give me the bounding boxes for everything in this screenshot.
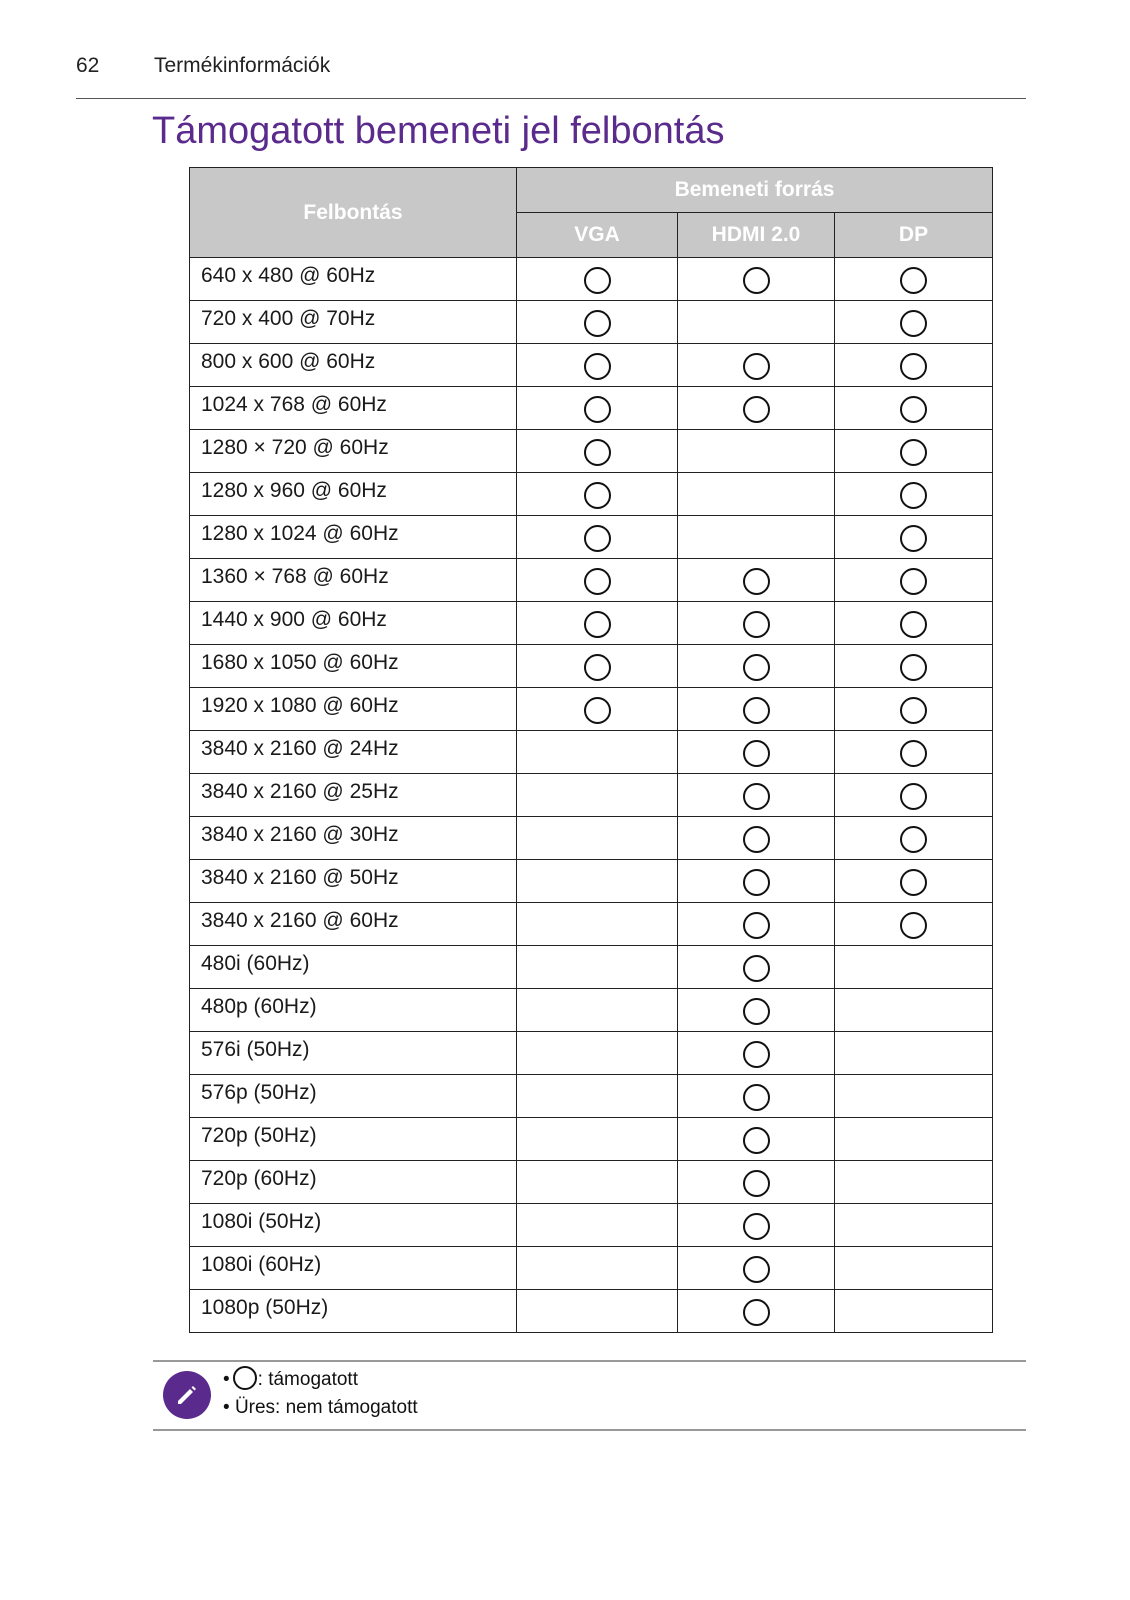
cell-vga: [517, 1290, 678, 1333]
supported-circle-icon: [743, 697, 770, 724]
pencil-icon: [163, 1371, 211, 1419]
cell-hdmi: [678, 473, 835, 516]
cell-dp: [835, 1247, 993, 1290]
bullet: •: [223, 1397, 230, 1418]
cell-vga: [517, 774, 678, 817]
cell-hdmi: [678, 344, 835, 387]
resolution-label: 1280 × 720 @ 60Hz: [190, 430, 517, 473]
cell-vga: [517, 903, 678, 946]
supported-circle-icon: [900, 525, 927, 552]
cell-vga: [517, 301, 678, 344]
cell-dp: [835, 860, 993, 903]
supported-circle-icon: [900, 869, 927, 896]
supported-circle-icon: [584, 396, 611, 423]
cell-vga: [517, 1075, 678, 1118]
supported-circle-icon: [900, 740, 927, 767]
supported-circle-icon: [900, 396, 927, 423]
supported-circle-icon: [743, 611, 770, 638]
resolution-label: 3840 x 2160 @ 30Hz: [190, 817, 517, 860]
resolution-label: 576p (50Hz): [190, 1075, 517, 1118]
resolution-label: 720 x 400 @ 70Hz: [190, 301, 517, 344]
cell-dp: [835, 301, 993, 344]
table-row: [190, 516, 993, 559]
table-body: [190, 258, 993, 1333]
col-header-resolution: Felbontás: [190, 168, 517, 258]
note-box: [153, 1360, 1026, 1431]
page-header: [76, 54, 330, 78]
supported-circle-icon: [584, 310, 611, 337]
cell-vga: [517, 860, 678, 903]
supported-circle-icon: [584, 697, 611, 724]
supported-circle-icon: [900, 267, 927, 294]
resolution-label: 800 x 600 @ 60Hz: [190, 344, 517, 387]
cell-hdmi: [678, 1075, 835, 1118]
supported-circle-icon: [743, 783, 770, 810]
cell-vga: [517, 559, 678, 602]
supported-circle-icon: [743, 869, 770, 896]
supported-circle-icon: [743, 654, 770, 681]
supported-circle-icon: [743, 1299, 770, 1326]
resolution-label: 720p (60Hz): [190, 1161, 517, 1204]
cell-hdmi: [678, 688, 835, 731]
supported-circle-icon: [584, 267, 611, 294]
cell-hdmi: [678, 1161, 835, 1204]
resolution-label: 1360 × 768 @ 60Hz: [190, 559, 517, 602]
supported-circle-icon: [900, 439, 927, 466]
supported-circle-icon: [743, 1213, 770, 1240]
cell-hdmi: [678, 1032, 835, 1075]
resolution-label: 3840 x 2160 @ 50Hz: [190, 860, 517, 903]
cell-hdmi: [678, 301, 835, 344]
cell-vga: [517, 731, 678, 774]
cell-dp: [835, 1161, 993, 1204]
cell-hdmi: [678, 516, 835, 559]
table-row: [190, 1204, 993, 1247]
cell-vga: [517, 645, 678, 688]
cell-dp: [835, 559, 993, 602]
cell-vga: [517, 516, 678, 559]
resolution-label: 1024 x 768 @ 60Hz: [190, 387, 517, 430]
cell-hdmi: [678, 860, 835, 903]
section-title: Termékinformációk: [154, 54, 331, 77]
cell-vga: [517, 430, 678, 473]
cell-hdmi: [678, 817, 835, 860]
resolution-label: 480i (60Hz): [190, 946, 517, 989]
cell-dp: [835, 688, 993, 731]
table-row: [190, 473, 993, 516]
table-row: [190, 817, 993, 860]
empty-label: Üres: nem támogatott: [234, 1397, 418, 1418]
cell-hdmi: [678, 559, 835, 602]
cell-vga: [517, 602, 678, 645]
resolution-label: 3840 x 2160 @ 25Hz: [190, 774, 517, 817]
cell-hdmi: [678, 430, 835, 473]
cell-dp: [835, 1118, 993, 1161]
note-text: [223, 1366, 418, 1422]
cell-hdmi: [678, 602, 835, 645]
supported-circle-icon: [584, 482, 611, 509]
supported-circle-icon: [743, 740, 770, 767]
cell-dp: [835, 1075, 993, 1118]
supported-circle-icon: [584, 611, 611, 638]
supported-circle-icon: [743, 826, 770, 853]
cell-vga: [517, 1032, 678, 1075]
supported-circle-icon: [584, 439, 611, 466]
page-title: Támogatott bemeneti jel felbontás: [152, 110, 725, 152]
table-row: [190, 344, 993, 387]
cell-dp: [835, 645, 993, 688]
cell-vga: [517, 387, 678, 430]
cell-dp: [835, 946, 993, 989]
note-line-empty: [223, 1394, 418, 1422]
table-row: [190, 989, 993, 1032]
resolution-label: 3840 x 2160 @ 60Hz: [190, 903, 517, 946]
supported-circle-icon: [743, 1170, 770, 1197]
supported-circle-icon: [743, 912, 770, 939]
supported-circle-icon: [900, 611, 927, 638]
cell-dp: [835, 731, 993, 774]
table-row: [190, 1118, 993, 1161]
cell-hdmi: [678, 1204, 835, 1247]
cell-hdmi: [678, 1247, 835, 1290]
cell-vga: [517, 1204, 678, 1247]
cell-dp: [835, 473, 993, 516]
cell-vga: [517, 989, 678, 1032]
cell-vga: [517, 946, 678, 989]
resolution-label: 1280 x 960 @ 60Hz: [190, 473, 517, 516]
table-row: [190, 1290, 993, 1333]
cell-hdmi: [678, 774, 835, 817]
resolution-label: 1080i (60Hz): [190, 1247, 517, 1290]
cell-hdmi: [678, 989, 835, 1032]
resolution-label: 640 x 480 @ 60Hz: [190, 258, 517, 301]
cell-dp: [835, 516, 993, 559]
table-row: [190, 860, 993, 903]
supported-circle-icon: [584, 525, 611, 552]
cell-hdmi: [678, 645, 835, 688]
cell-hdmi: [678, 903, 835, 946]
table-row: [190, 387, 993, 430]
resolution-label: 576i (50Hz): [190, 1032, 517, 1075]
cell-dp: [835, 989, 993, 1032]
table-row: [190, 1247, 993, 1290]
table-row: [190, 301, 993, 344]
supported-circle-icon: [900, 353, 927, 380]
resolution-label: 1920 x 1080 @ 60Hz: [190, 688, 517, 731]
supported-label: : támogatott: [257, 1369, 358, 1390]
resolution-label: 1440 x 900 @ 60Hz: [190, 602, 517, 645]
supported-circle-icon: [900, 826, 927, 853]
cell-vga: [517, 1161, 678, 1204]
supported-circle-icon: [900, 310, 927, 337]
supported-circle-icon: [743, 1256, 770, 1283]
supported-circle-icon: [743, 396, 770, 423]
resolution-label: 720p (50Hz): [190, 1118, 517, 1161]
cell-hdmi: [678, 1118, 835, 1161]
table-row: [190, 1032, 993, 1075]
table-row: [190, 645, 993, 688]
supported-circle-icon: [900, 654, 927, 681]
supported-circle-icon: [743, 955, 770, 982]
supported-circle-icon: [743, 568, 770, 595]
supported-circle-icon: [743, 1127, 770, 1154]
cell-vga: [517, 473, 678, 516]
cell-dp: [835, 1290, 993, 1333]
cell-dp: [835, 817, 993, 860]
supported-circle-icon: [584, 654, 611, 681]
cell-vga: [517, 1247, 678, 1290]
table-row: [190, 1075, 993, 1118]
supported-circle-icon: [900, 697, 927, 724]
supported-circle-icon: [743, 1084, 770, 1111]
cell-dp: [835, 774, 993, 817]
supported-circle-icon: [900, 568, 927, 595]
resolution-label: 1280 x 1024 @ 60Hz: [190, 516, 517, 559]
cell-dp: [835, 258, 993, 301]
supported-circle-icon: [900, 783, 927, 810]
table-row: [190, 774, 993, 817]
col-group-input-source: Bemeneti forrás: [517, 168, 993, 213]
header-divider: [76, 98, 1026, 99]
resolution-label: 1080i (50Hz): [190, 1204, 517, 1247]
table-row: [190, 731, 993, 774]
resolution-label: 480p (60Hz): [190, 989, 517, 1032]
supported-circle-icon: [584, 353, 611, 380]
cell-vga: [517, 258, 678, 301]
cell-hdmi: [678, 258, 835, 301]
cell-hdmi: [678, 946, 835, 989]
col-header-hdmi: HDMI 2.0: [678, 213, 835, 258]
cell-dp: [835, 387, 993, 430]
resolution-label: 1080p (50Hz): [190, 1290, 517, 1333]
supported-circle-icon: [584, 568, 611, 595]
resolution-label: 1680 x 1050 @ 60Hz: [190, 645, 517, 688]
cell-vga: [517, 688, 678, 731]
table-row: [190, 602, 993, 645]
table-row: [190, 258, 993, 301]
cell-vga: [517, 1118, 678, 1161]
supported-circle-icon: [900, 482, 927, 509]
resolution-table: [189, 167, 993, 1333]
cell-dp: [835, 430, 993, 473]
table-row: [190, 1161, 993, 1204]
circle-icon: [233, 1366, 257, 1390]
supported-circle-icon: [743, 1041, 770, 1068]
cell-hdmi: [678, 387, 835, 430]
cell-vga: [517, 817, 678, 860]
table-row: [190, 903, 993, 946]
table-row: [190, 430, 993, 473]
table-row: [190, 688, 993, 731]
table-row: [190, 946, 993, 989]
bullet: •: [223, 1369, 230, 1390]
col-header-vga: VGA: [517, 213, 678, 258]
cell-hdmi: [678, 1290, 835, 1333]
cell-dp: [835, 602, 993, 645]
resolution-label: 3840 x 2160 @ 24Hz: [190, 731, 517, 774]
cell-dp: [835, 344, 993, 387]
supported-circle-icon: [743, 998, 770, 1025]
cell-dp: [835, 1032, 993, 1075]
supported-circle-icon: [900, 912, 927, 939]
supported-circle-icon: [743, 353, 770, 380]
col-header-dp: DP: [835, 213, 993, 258]
cell-dp: [835, 903, 993, 946]
table-row: [190, 559, 993, 602]
cell-hdmi: [678, 731, 835, 774]
cell-dp: [835, 1204, 993, 1247]
page-number: 62: [76, 54, 100, 77]
note-line-supported: [223, 1366, 418, 1394]
supported-circle-icon: [743, 267, 770, 294]
cell-vga: [517, 344, 678, 387]
